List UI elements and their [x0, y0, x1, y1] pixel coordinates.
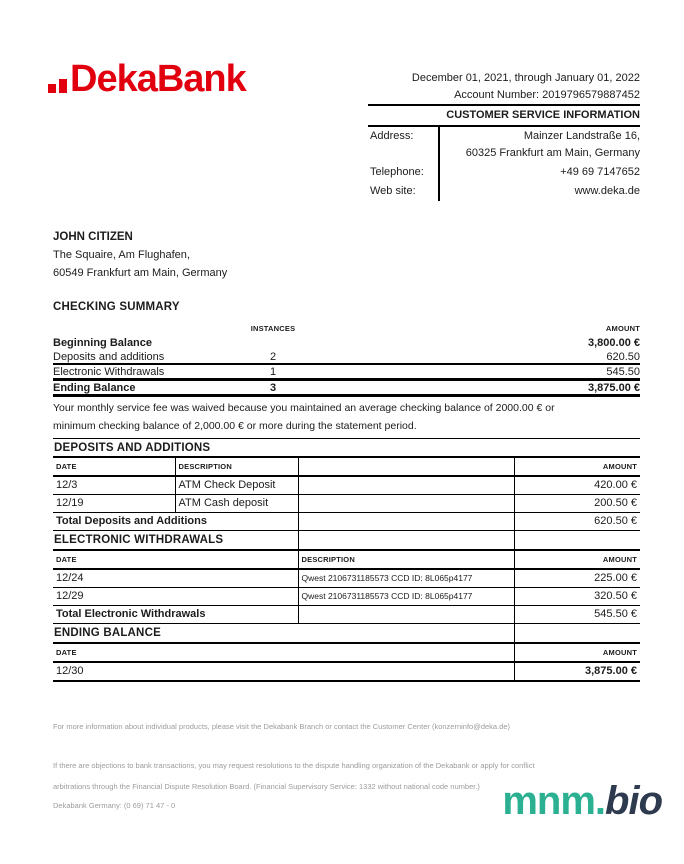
ending-balance-row: [53, 662, 640, 681]
withdrawals-header-row: [53, 550, 640, 569]
summary-instances: 3: [269, 382, 277, 394]
withdrawal-date: 12/24: [53, 569, 298, 588]
ending-balance-section-title: ENDING BALANCE: [53, 624, 514, 643]
address-line2: 60325 Frankfurt am Main, Germany: [465, 147, 640, 159]
deposit-description: ATM Cash deposit: [175, 495, 298, 513]
website-value: www.deka.de: [574, 185, 640, 197]
deposits-total-amount: 620.50 €: [514, 513, 640, 531]
checking-summary-title: CHECKING SUMMARY: [53, 301, 180, 313]
table-row: [53, 476, 640, 495]
statement-date-range: December 01, 2021, through January 01, 2022: [411, 72, 640, 84]
summary-label: Beginning Balance: [53, 337, 153, 349]
deposits-section-title: DEPOSITS AND ADDITIONS: [53, 439, 640, 458]
deposit-date: 12/19: [53, 495, 175, 513]
telephone-value: +49 69 7147652: [560, 166, 640, 178]
service-fee-note-line2: minimum checking balance of 2,000.00 € or more during the statement period.: [53, 420, 417, 432]
statement-body: [53, 301, 640, 682]
withdrawals-description-header: DESCRIPTION: [298, 550, 514, 569]
address-label: Address:: [368, 127, 440, 163]
deposit-date: 12/3: [53, 476, 175, 495]
deposits-header-row: [53, 458, 640, 476]
summary-label: Electronic Withdrawals: [53, 366, 165, 378]
withdrawals-total-amount: 545.50 €: [514, 606, 640, 624]
service-fee-note: [53, 397, 640, 439]
deposit-amount: 200.50 €: [514, 495, 640, 513]
summary-instances: 1: [269, 366, 277, 378]
watermark-mnm: mnm.: [502, 779, 606, 823]
summary-amount: 3,800.00 €: [588, 337, 640, 349]
withdrawal-date: 12/29: [53, 588, 298, 606]
service-fee-note-line1: Your monthly service fee was waived because you maintained an average checking balance of 2000.00 € or: [53, 402, 555, 414]
withdrawals-amount-header: AMOUNT: [514, 550, 640, 569]
ending-balance-amount-header: AMOUNT: [514, 643, 640, 662]
customer-service-title: CUSTOMER SERVICE INFORMATION: [368, 104, 640, 127]
summary-header-row: [53, 318, 640, 333]
summary-amount: 620.50: [606, 351, 640, 363]
ending-balance-date-header: DATE: [53, 643, 514, 662]
footer-objections-line1: If there are objections to bank transactions, you may request resolutions to the dispute handling organization of the Dekabank or apply for conflict: [53, 761, 535, 770]
ending-balance-date: 12/30: [53, 662, 514, 681]
ending-balance-table: [53, 624, 640, 682]
footer-objections-line2: arbitrations through the Financial Dispute Resolution Board. (Financial Supervisory Service: 1332 without national code number.): [53, 782, 480, 791]
table-row: [53, 569, 640, 588]
summary-label: Deposits and additions: [53, 351, 165, 363]
address-value: [440, 127, 640, 163]
deposits-table: [53, 458, 640, 531]
summary-label: Ending Balance: [53, 382, 136, 394]
table-row: [53, 495, 640, 513]
withdrawal-description: Qwest 2106731185573 CCD ID: 8L065p4177: [298, 569, 514, 588]
mnm-bio-watermark: [502, 781, 662, 821]
deposits-date-header: DATE: [53, 458, 175, 476]
withdrawals-section-title: ELECTRONIC WITHDRAWALS: [53, 531, 298, 550]
amount-column-header: AMOUNT: [605, 324, 640, 333]
deposits-total-label: Total Deposits and Additions: [53, 513, 298, 531]
customer-address-line2: 60549 Frankfurt am Main, Germany: [53, 267, 228, 279]
withdrawals-total-label: Total Electronic Withdrawals: [53, 606, 298, 624]
withdrawal-amount: 225.00 €: [514, 569, 640, 588]
deposit-description: ATM Check Deposit: [175, 476, 298, 495]
address-line1: Mainzer Landstraße 16,: [523, 130, 640, 142]
table-row: [53, 588, 640, 606]
deposits-amount-header: AMOUNT: [514, 458, 640, 476]
summary-instances: 2: [269, 351, 277, 363]
deposits-total-row: [53, 513, 640, 531]
summary-amount: 545.50: [606, 366, 640, 378]
customer-block: [53, 228, 227, 282]
deposits-description-header: DESCRIPTION: [175, 458, 298, 476]
telephone-label: Telephone:: [368, 163, 440, 182]
summary-amount: 3,875.00 €: [588, 382, 640, 394]
withdrawals-date-header: DATE: [53, 550, 298, 569]
withdrawals-total-row: [53, 606, 640, 624]
instances-column-header: INSTANCES: [250, 324, 296, 333]
dekabank-logo: [48, 60, 246, 98]
withdrawal-amount: 320.50 €: [514, 588, 640, 606]
footer-phone-line: Dekabank Germany: (0 69) 71 47 - 0: [53, 801, 176, 810]
ending-balance-section-row: [53, 624, 640, 643]
customer-service-contact: [368, 127, 640, 201]
footer-info-line: For more information about individual products, please visit the Dekabank Branch or contact the Customer Center (konzerninfo@deka.de): [53, 722, 511, 731]
logo-bars-icon: [48, 79, 67, 98]
account-number: Account Number: 2019796579887452: [454, 89, 640, 101]
withdrawal-description: Qwest 2106731185573 CCD ID: 8L065p4177: [298, 588, 514, 606]
deposit-amount: 420.00 €: [514, 476, 640, 495]
customer-address-line1: The Squaire, Am Flughafen,: [53, 249, 190, 261]
summary-row-deposits: [53, 349, 640, 365]
logo-text: DekaBank: [70, 58, 246, 100]
summary-row-ending-balance: [53, 381, 640, 397]
withdrawals-section-row: [53, 531, 640, 550]
watermark-bio: bio: [605, 779, 662, 823]
withdrawals-table: [53, 531, 640, 624]
customer-name: JOHN CITIZEN: [53, 231, 133, 243]
website-label: Web site:: [368, 182, 440, 201]
statement-header: [368, 70, 640, 201]
ending-balance-amount: 3,875.00 €: [514, 662, 640, 681]
summary-row-beginning-balance: [53, 333, 640, 349]
ending-balance-header-row: [53, 643, 640, 662]
summary-row-withdrawals: [53, 365, 640, 381]
